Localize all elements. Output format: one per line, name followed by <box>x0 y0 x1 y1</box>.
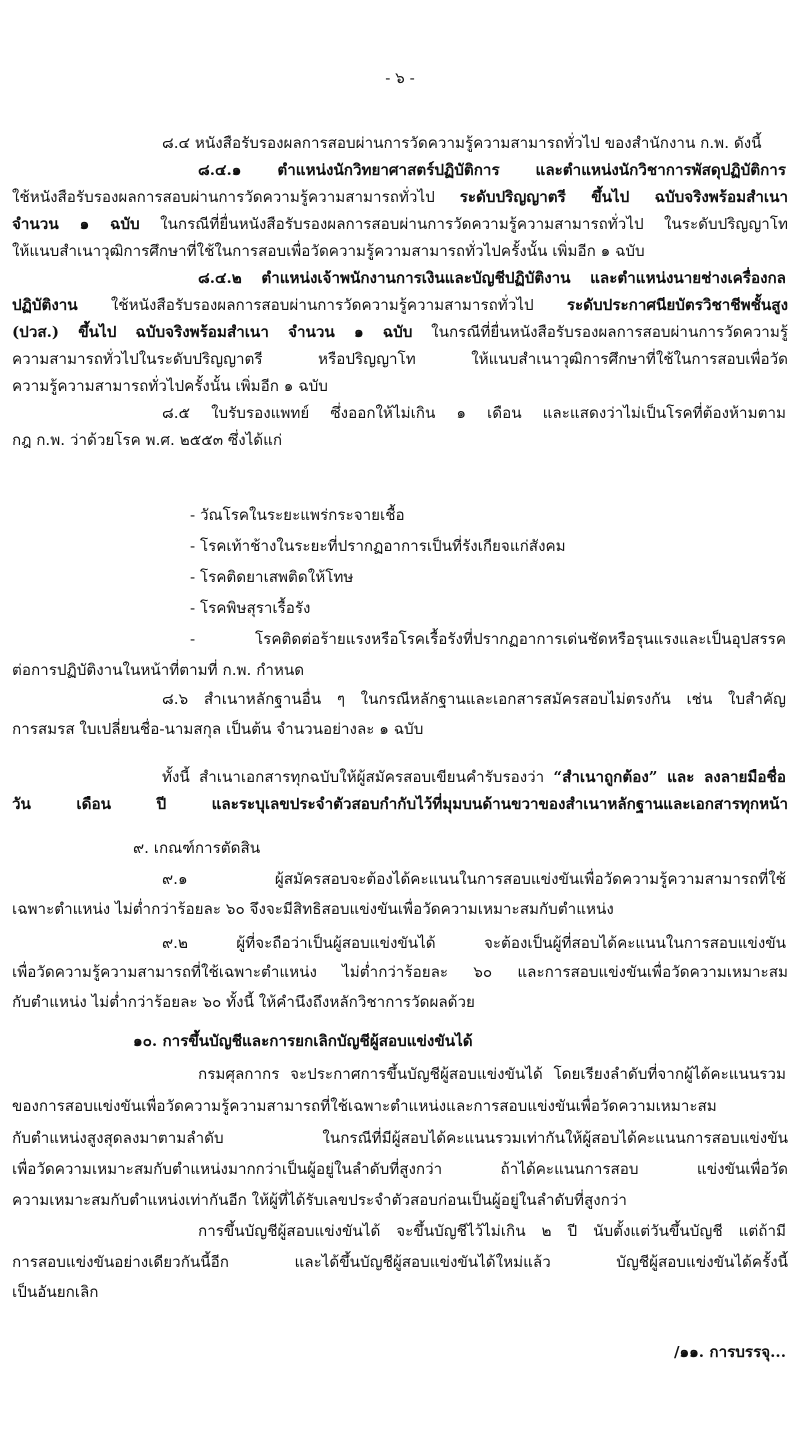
section-8-4-2-line: ปฏิบัติงาน ใช้หนังสือรับรองผลการสอบผ่านการวัดความรู้ความสามารถทั่วไป ระดับประกาศนียบัตรวิชาชีพชั้นสูง <box>12 296 788 314</box>
section-8-4-1-line: จำนวน ๑ ฉบับ ในกรณีที่ยื่นหนังสือรับรองผลการสอบผ่านการวัดความรู้ความสามารถทั่วไป ในระดับปริญญาโท <box>12 215 788 233</box>
section-8-4-1-line: ให้แนบสำเนาวุฒิการศึกษาที่ใช้ในการสอบเพื่อวัดความรู้ความสามารถทั่วไปครั้งนั้น เพิ่มอีก ๑ ฉบับ <box>12 242 645 260</box>
section-9-1-line: ๙.๑ ผู้สมัครสอบจะต้องได้คะแนนในการสอบแข่งขันเพื่อวัดความรู้ความสามารถที่ใช้ <box>162 870 786 888</box>
section-8-5-line: ต่อการปฏิบัติงานในหน้าที่ตามที่ ก.พ. กำหนด <box>12 661 305 679</box>
disease-list-item: - โรคเท้าช้างในระยะที่ปรากฏอาการเป็นที่รังเกียจแก่สังคม <box>190 537 566 555</box>
continuation-marker: /๑๑. การบรรจุ... <box>673 1343 786 1361</box>
section-8-4-2-heading: ๘.๔.๒ ตำแหน่งเจ้าพนักงานการเงินและบัญชีปฏิบัติงาน และตำแหน่งนายช่างเครื่องกล <box>198 269 786 287</box>
section-9-1-line: เฉพาะตำแหน่ง ไม่ต่ำกว่าร้อยละ ๖๐ จึงจะมีสิทธิสอบแข่งขันเพื่อวัดความเหมาะสมกับตำแหน่ง <box>12 900 614 918</box>
section-10-line: ของการสอบแข่งขันเพื่อวัดความรู้ความสามารถที่ใช้เฉพาะตำแหน่งและการสอบแข่งขันเพื่อวัดความเหมาะสม <box>12 1097 717 1115</box>
section-10-line: ความเหมาะสมกับตำแหน่งเท่ากันอีก ให้ผู้ที่ได้รับเลขประจำตัวสอบก่อนเป็นผู้อยู่ในลำดับที่สูงกว่า <box>12 1191 627 1209</box>
disease-list-item: - โรคพิษสุราเรื้อรัง <box>190 599 311 617</box>
section-8-4-2-line: ความรู้ความสามารถทั่วไปครั้งนั้น เพิ่มอีก ๑ ฉบับ <box>12 377 328 395</box>
section-8-4-intro: ๘.๔ หนังสือรับรองผลการสอบผ่านการวัดความรู้ความสามารถทั่วไป ของสำนักงาน ก.พ. ดังนี้ <box>162 134 762 152</box>
certify-line: ทั้งนี้ สำเนาเอกสารทุกฉบับให้ผู้สมัครสอบเขียนคำรับรองว่า “สำเนาถูกต้อง” และ ลงลายมือชื่อ <box>162 768 786 786</box>
page-number: - ๖ - <box>385 69 415 87</box>
disease-list-item: - โรคติดต่อร้ายแรงหรือโรคเรื้อรังที่ปรากฏอาการเด่นชัดหรือรุนแรงและเป็นอุปสรรค <box>190 630 786 648</box>
section-10-line: การขึ้นบัญชีผู้สอบแข่งขันได้ จะขึ้นบัญชีไว้ไม่เกิน ๒ ปี นับตั้งแต่วันขึ้นบัญชี แต่ถ้ามี <box>198 1222 786 1240</box>
disease-list-item: - โรคติดยาเสพติดให้โทษ <box>190 568 354 586</box>
section-8-4-1-heading: ๘.๔.๑ ตำแหน่งนักวิทยาศาสตร์ปฏิบัติการ และตำแหน่งนักวิชาการพัสดุปฏิบัติการ <box>198 161 786 179</box>
section-8-4-1-line: ใช้หนังสือรับรองผลการสอบผ่านการวัดความรู้ความสามารถทั่วไป ระดับปริญญาตรี ขึ้นไป ฉบับจริงพร้อมสำเนา <box>12 188 788 206</box>
section-8-4-2-line: ความสามารถทั่วไปในระดับปริญญาตรี หรือปริญญาโท ให้แนบสำเนาวุฒิการศึกษาที่ใช้ในการสอบเพื่อวัด <box>12 350 788 368</box>
certify-line: วัน เดือน ปี และระบุเลขประจำตัวสอบกำกับไว้ที่มุมบนด้านขวาของสำเนาหลักฐานและเอกสารทุกหน้า <box>12 795 788 813</box>
section-9-2-line: ๙.๒ ผู้ที่จะถือว่าเป็นผู้สอบแข่งขันได้ จะต้องเป็นผู้ที่สอบได้คะแนนในการสอบแข่งขัน <box>162 934 786 952</box>
section-8-6-line: การสมรส ใบเปลี่ยนชื่อ-นามสกุล เป็นต้น จำนวนอย่างละ ๑ ฉบับ <box>12 720 424 738</box>
section-9-heading: ๙. เกณฑ์การตัดสิน <box>133 839 261 857</box>
section-10-line: กรมศุลกากร จะประกาศการขึ้นบัญชีผู้สอบแข่งขันได้ โดยเรียงลำดับที่จากผู้ได้คะแนนรวม <box>198 1065 786 1083</box>
section-10-heading: ๑๐. การขึ้นบัญชีและการยกเลิกบัญชีผู้สอบแข่งขันได้ <box>133 1032 473 1050</box>
disease-list-item: - วัณโรคในระยะแพร่กระจายเชื้อ <box>190 506 405 524</box>
section-9-2-line: เพื่อวัดความรู้ความสามารถที่ใช้เฉพาะตำแหน่ง ไม่ต่ำกว่าร้อยละ ๖๐ และการสอบแข่งขันเพื่อวัดความเหมาะสม <box>12 963 788 981</box>
section-10-line: เป็นอันยกเลิก <box>12 1283 99 1301</box>
section-8-6-intro: ๘.๖ สำเนาหลักฐานอื่น ๆ ในกรณีหลักฐานและเอกสารสมัครสอบไม่ตรงกัน เช่น ใบสำคัญ <box>162 690 786 708</box>
section-10-line: กับตำแหน่งสูงสุดลงมาตามลำดับ ในกรณีที่มีผู้สอบได้คะแนนรวมเท่ากันให้ผู้สอบได้คะแนนการสอบแข่งขัน <box>12 1129 788 1147</box>
section-8-5-line: กฎ ก.พ. ว่าด้วยโรค พ.ศ. ๒๕๕๓ ซึ่งได้แก่ <box>12 431 283 449</box>
section-8-5-intro: ๘.๕ ใบรับรองแพทย์ ซึ่งออกให้ไม่เกิน ๑ เดือน และแสดงว่าไม่เป็นโรคที่ต้องห้ามตาม <box>162 404 786 422</box>
section-9-2-line: กับตำแหน่ง ไม่ต่ำกว่าร้อยละ ๖๐ ทั้งนี้ ให้คำนึงถึงหลักวิชาการวัดผลด้วย <box>12 993 475 1011</box>
section-8-4-2-line: (ปวส.) ขึ้นไป ฉบับจริงพร้อมสำเนา จำนวน ๑ ฉบับ ในกรณีที่ยื่นหนังสือรับรองผลการสอบผ่านการวัดความรู้ <box>12 323 788 341</box>
section-10-line: การสอบแข่งขันอย่างเดียวกันนี้อีก และได้ขึ้นบัญชีผู้สอบแข่งขันได้ใหม่แล้ว บัญชีผู้สอบแข่งขันได้ครั้งนี้ <box>12 1253 788 1271</box>
section-10-line: เพื่อวัดความเหมาะสมกับตำแหน่งมากกว่าเป็นผู้อยู่ในลำดับที่สูงกว่า ถ้าได้คะแนนการสอบ แข่งขันเพื่อวัด <box>12 1160 788 1178</box>
